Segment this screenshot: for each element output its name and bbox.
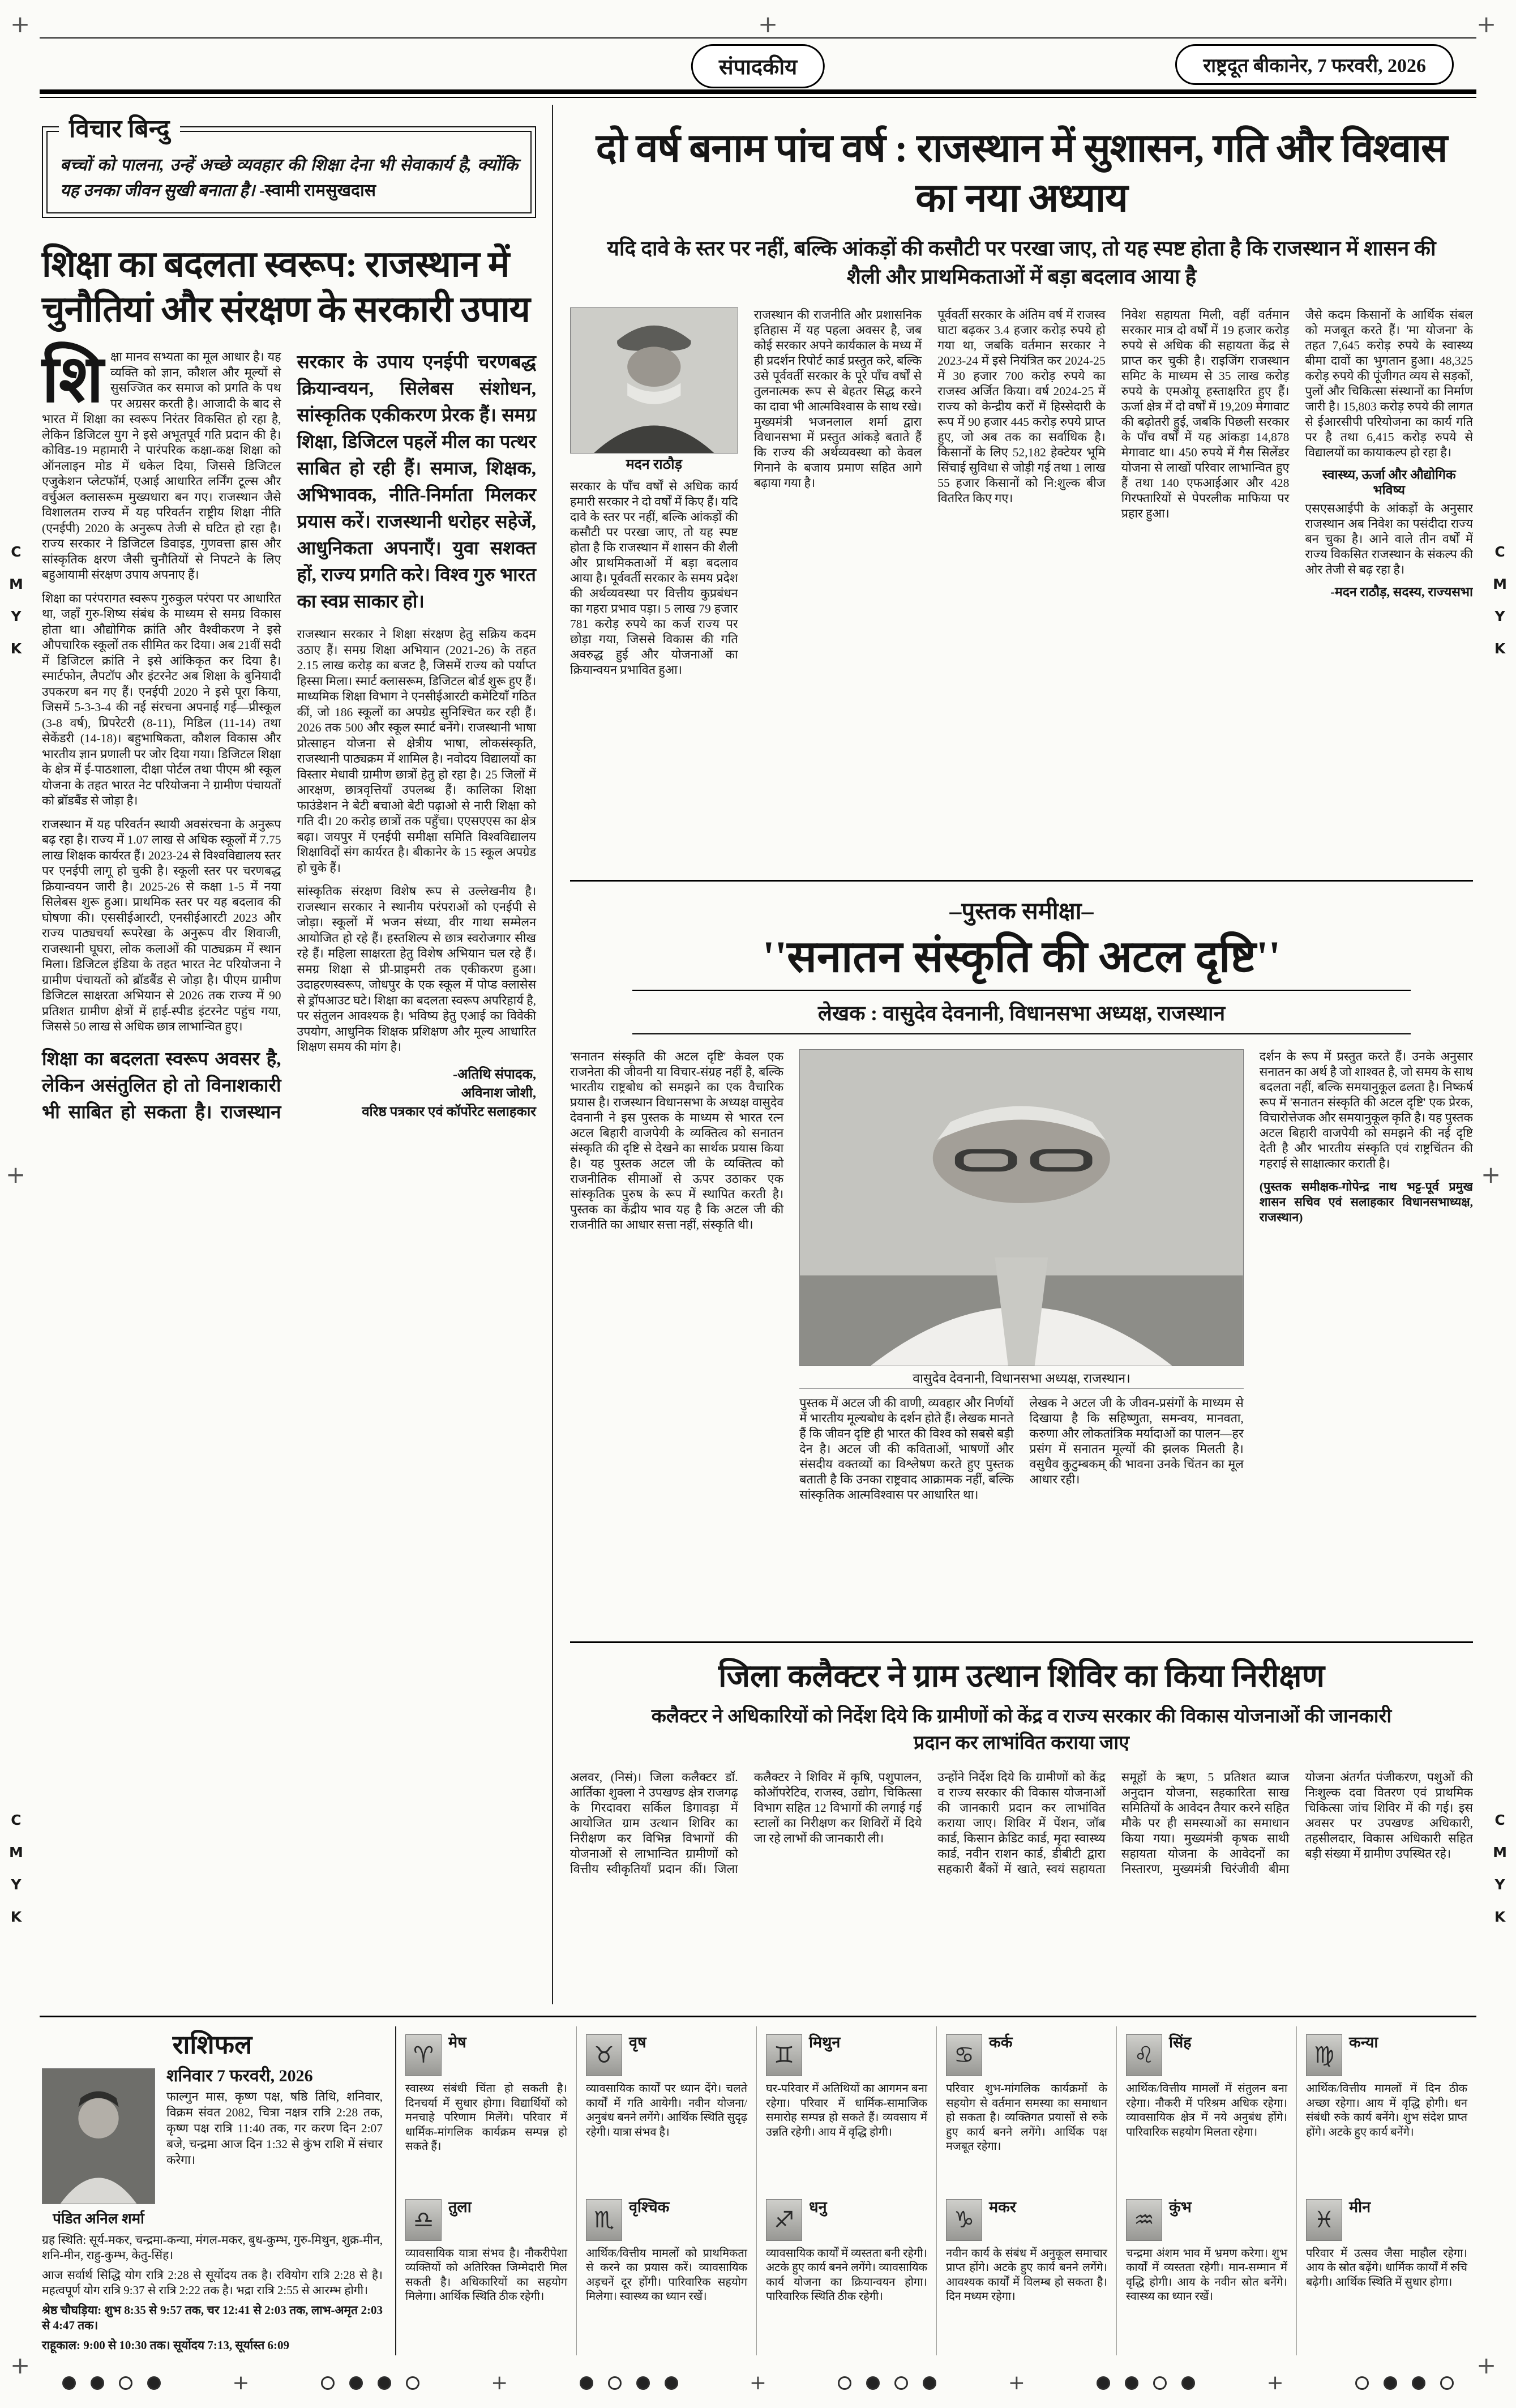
yoga-details: आज सर्वार्थ सिद्धि योग रात्रि 2:28 से सूर्योदय तक है। रवियोग रात्रि 2:28 से है। महत्वपूर्ण योग रात्रि 9:37 से रात्रि 2:22 तक है। भद्रा रात्रि 2:55 से आरम्भ होगी। [42,2268,383,2297]
zodiac-head [405,2198,567,2244]
section-title: संपादकीय [691,44,825,88]
zodiac-cell-capricorn [936,2191,1116,2356]
main-article [570,108,1473,865]
astrologer-photo [42,2068,155,2204]
registration-plus [232,2371,249,2394]
main-article-body [570,307,1473,865]
review-column-left [570,1049,783,1627]
registration-group [838,2376,936,2390]
zodiac-head [586,2033,747,2080]
main-article-subhead: स्वास्थ्य, ऊर्जा और औद्योगिक भविष्य [1322,468,1456,497]
article-text: पूर्ववर्ती सरकार के अंतिम वर्ष में राजस्व घाटा बढ़कर 3.4 हजार करोड़ रुपये हो गया था, जबकि वर्तमान सरकार ने 2023-24 में इसे नियंत्रित कर 2024-25 में 30 हजार 700 करोड़ रुपये का राजस्व अर्जित किया। वर्ष 2024-25 में राज्य को केन्द्रीय करों में हिस्सेदारी के रूप में 90 हजार 445 करोड़ रुपये प्राप्त हुए, जो अब तक का सर्वाधिक है। किसानों के लिए 52,182 हेक्टेयर भूमि सिंचाई सुविधा से जोड़ी गई तथा 1 लाख 55 हजार किसानों को नि:शुल्क बीज वितरित किए गए। [937,308,1106,505]
cancer-icon: ♋ [946,2034,982,2076]
signoff-line: अविनाश जोशी, [461,1085,536,1101]
cmyk-letter-k: K [1494,1909,1506,1925]
zodiac-head [946,2033,1107,2080]
header-rule [40,89,1476,98]
zodiac-text: चन्द्रमा अंशम भाव में भ्रमण करेगा। शुभ कार्यों में व्यस्तता रहेगी। मान-सम्मान में वृद्धि होगी। आय के नवीन स्रोत बनेंगे। स्वास्थ्य का ध्यान रखें। [1126,2247,1287,2303]
zodiac-text: परिवार में उत्सव जैसा माहौल रहेगा। आय के स्रोत बढ़ेंगे। धार्मिक कार्यों में रुचि बढ़ेगी। आर्थिक स्थिति में सुधार होगा। [1306,2247,1467,2289]
zodiac-text: व्यावसायिक कार्यों पर ध्यान देंगे। चलते कार्यों में गति आयेगी। नवीन योजना/अनुबंध बनने लगेंगे। आर्थिक स्थिति सुदृढ़ रहेगी। यात्रा संभव है। [586,2082,747,2138]
left-article-headline: शिक्षा का बदलता स्वरूप: राजस्थान में चुनौतियां और संरक्षण के सरकारी उपाय [42,244,530,330]
article-text: राजस्थान की राजनीति और प्रशासनिक इतिहास में यह पहला अवसर है, जब कोई सरकार अपने कार्यकाल के मध्य में ही प्रदर्शन रिपोर्ट कार्ड प्रस्तुत करे, बल्कि उसे पूर्ववर्ती सरकार के पूरे पाँच वर्षों से तुलनात्मक रूप से बेहतर सिद्ध करने का दावा भी आत्मविश्वास के साथ रखे। मुख्यमंत्री भजनलाल शर्मा द्वारा विधानसभा में प्रस्तुत आंकड़े बताते हैं कि राज्य की अर्थव्यवस्था को केवल गिनाने के बजाय प्रमाण सहित आगे बढ़ाया गया है। [753,308,922,490]
collector-body [570,1770,1473,2004]
registration-plus [1008,2371,1025,2394]
rahukal-line: राहूकाल: 9:00 से 10:30 तक। सूर्योदय 7:13, सूर्यास्त 6:09 [42,2338,290,2352]
paragraph-text: क्षा मानव सभ्यता का मूल आधार है। यह व्यक्ति को ज्ञान, कौशल और मूल्यों से सुसज्जित कर समाज को प्रगति के पथ पर अग्रसर करती है। आजादी के बाद से भारत में शिक्षा का स्वरूप निरंतर विकसित हो रहा है, लेकिन डिजिटल युग ने इसे अभूतपूर्व गति प्रदान की है। कोविड-19 महामारी ने पारंपरिक कक्षा-कक्ष शिक्षा को ऑनलाइन मोड में धकेल दिया, जिससे डिजिटल एजुकेशन प्लेटफॉर्म, एआई आधारित लर्निंग टूल्स और वर्चुअल क्लासरूम मुख्यधारा बन गए। राजस्थान जैसे विशालतम राज्य में यह परिवर्तन राष्ट्रीय शिक्षा नीति (एनईपी) 2020 के अनुरूप तेजी से घटित हो रहा है। राज्य सरकार ने डिजिटल डिवाइड, गुणवत्ता ह्रास और सांस्कृतिक क्षरण जैसी चुनौतियों से निपटने के लिए बहुआयामी संरक्षण उपाय अपनाए हैं। [42,350,281,581]
review-center [799,1049,1244,1627]
cmyk-letter-y: Y [1494,1876,1505,1893]
article-text: एसएसआईपी के आंकड़ों के अनुसार राजस्थान अब निवेश का पसंदीदा राज्य बन चुका है। आने वाले तीन वर्षों में राज्य विकसित राजस्थान के संकल्प की ओर तेजी से बढ़ रहा है। [1305,502,1473,576]
masthead-dateline: राष्ट्रदूत बीकानेर, 7 फरवरी, 2026 [1175,44,1454,85]
zodiac-text: आर्थिक/वित्तीय मामलों में दिन ठीक अच्छा रहेगा। आय में वृद्धि होगी। धन संबंधी रुके कार्य बनेंगे। शुभ संदेश प्राप्त होंगे। अटके हुए कार्य बनेंगे। [1306,2082,1467,2138]
content-area [40,105,1476,2004]
crop-mark-bottom-right [1476,2351,1499,2374]
article-text: निवेश सहायता मिली, वहीं वर्तमान सरकार मात्र दो वर्षों में 19 हजार करोड़ रुपये से अधिक की सहायता केंद्र से प्राप्त कर चुकी है। राइजिंग राजस्थान समिट के माध्यम से 35 लाख करोड़ रुपये के एमओयू हस्ताक्षरित हुए हैं। ऊर्जा क्षेत्र में दो वर्षों में 19,209 मेगावाट की बढ़ोतरी हुई, जबकि पिछली सरकार के पाँच वर्षों में यह आंकड़ा 14,878 मेगावाट था। 450 रुपये में गैस सिलेंडर योजना से लाखों परिवार लाभान्वित हुए हैं तथा 140 एफआईआर और 428 गिरफ्तारियों से पेपरलीक माफिया पर प्रहार हुआ। [1121,308,1290,520]
zodiac-name: सिंह [1169,2034,1192,2051]
left-article-paragraph: राजस्थान सरकार ने शिक्षा संरक्षण हेतु सक्रिय कदम उठाए हैं। समग्र शिक्षा अभियान (2021-26) के तहत 2.15 लाख करोड़ का बजट है, जिसमें राज्य को पर्याप्त हिस्सा मिला। स्मार्ट क्लासरूम, डिजिटल बोर्ड शुरू हुए हैं। माध्यमिक शिक्षा विभाग ने एनसीईआरटी कमेटियाँ गठित कीं, जो 186 स्कूलों का अपग्रेड सुनिश्चित कर रही हैं। 2026 तक 500 और स्कूल स्मार्ट बनेंगे। राजस्थानी भाषा प्रोत्साहन योजना से क्षेत्रीय भाषा, लोकसंस्कृति, राजस्थानी पाठ्यक्रम में शामिल है। नवोदय विद्यालयों का विस्तार मेधावी ग्रामीण छात्रों हेतु हो रहा है। 25 जिलों में आरक्षण, छात्रवृत्तियाँ उपलब्ध हैं। कालिका शिक्षा फाउंडेशन ने बेटी बचाओ बेटी पढ़ाओ से नारी शिक्षा को गति दी। 20 करोड़ छात्रों तक पहुँचा। एएसएएस का क्षेत्र बढ़ा। जयपुर में एनईपी समीक्षा समिति विश्वविद्यालय शिक्षाविदों संग कार्यरत है। बीकानेर के 15 स्कूल अपग्रेड हो चुके हैं। [297,627,536,875]
cmyk-letter-c: C [1494,1812,1505,1828]
zodiac-name: कन्या [1349,2034,1378,2051]
review-photo-caption: वासुदेव देवनानी, विधानसभा अध्यक्ष, राजस्थान। [799,1366,1244,1389]
main-article-column-1 [570,307,738,865]
collector-deck: कलैक्टर ने अधिकारियों को निर्देश दिये कि ग्रामीणों को केंद्र व राज्य सरकार की विकास योजनाओं की जानकारी प्रदान कर लाभांवित कराया जाए [651,1706,1392,1753]
crop-mark-bottom-left [10,2351,33,2374]
zodiac-text: नवीन कार्य के संबंध में अनुकूल समाचार प्राप्त होंगे। अटके हुए कार्य बनने लगेंगे। आवश्यक कार्यों में विलम्ब हो सकता है। दिन मध्यम रहेगा। [946,2247,1107,2303]
article-text: उन्होंने निर्देश दिये कि ग्रामीणों को केंद्र व राज्य सरकार की विकास योजनाओं की जानकारी प्रदान कर लाभांवित कराया जाए। शिविर में पेंशन, जॉब कार्ड, किसान क्रेडिट कार्ड, मृदा स्वास्थ्य कार्ड, नवीन राशन कार्ड, डीबीटी द्वारा सहकारी बैंकों में खाते, स्वयं सहायता समूहों के ऋण, 5 प्रतिशत ब्याज अनुदान योजना, सहकारिता साख समितियों के आवेदन तैयार करने सहित मौके पर ही समस्याओं का समाधान किया गया। मुख्यमंत्री कृषक साथी सहायता योजना के आवेदनों का निस्तारण, मुख्यमंत्री चिरंजीवी बीमा योजना अंतर्गत पंजीकरण, पशुओं की निःशुल्क दवा वितरण एवं प्राथमिक चिकित्सा जांच शिविर में की गई। इस अवसर पर उपखण्ड अधिकारी, तहसीलदार, विकास अधिकारी सहित बड़ी संख्या में ग्रामीण उपस्थित रहे। [937,1770,1473,1876]
zodiac-cell-aries [396,2026,576,2191]
registration-group [321,2376,419,2390]
cmyk-letter-m: M [9,576,23,592]
zodiac-text: आर्थिक/वित्तीय मामलों में संतुलन बना रहेगा। नौकरी में परिश्रम अधिक रहेगा। व्यावसायिक क्षेत्र में नये अनुबंध होंगे। पारिवारिक सहयोग मिलता रहेगा। [1126,2082,1287,2138]
zodiac-cell-sagittarius [756,2191,936,2356]
article-text: लेखक ने अटल जी के जीवन-प्रसंगों के माध्यम से दिखाया है कि सहिष्णुता, समन्वय, मानवता, करुणा और लोकतांत्रिक मर्यादाओं का पालन—हर प्रसंग में सनातन मूल्यों की झलक मिलती है। वसुधैव कुटुम्बकम् की भावना उनके चिंतन का मूल आधार रही। [1029,1396,1244,1486]
zodiac-cell-aquarius [1116,2191,1296,2356]
registration-group [580,2376,678,2390]
pisces-icon: ♓ [1306,2199,1342,2241]
cmyk-letter-k: K [10,640,22,657]
zodiac-name: कुंभ [1169,2198,1192,2215]
registration-group [1097,2376,1195,2390]
article-text: सरकार के पाँच वर्षों से अधिक कार्य हमारी सरकार ने दो वर्षों में किए हैं। यदि दावे के स्तर पर नहीं, बल्कि आंकड़ों की कसौटी पर परखा जाए, तो यह स्पष्ट होता है कि राजस्थान में शासन की शैली और प्राथमिकताओं में बड़ा बदलाव आया है। पूर्ववर्ती सरकार के समय प्रदेश की अर्थव्यवस्था पर वित्तीय कुप्रबंधन का गहरा प्रभाव पड़ा। 5 लाख 79 हजार 781 करोड़ रुपये का कर्ज राज्य पर छोड़ा गया, जिससे विकास की गति अवरुद्ध हुई और योजनाओं का क्रियान्वयन प्रभावित हुआ। [570,480,738,677]
zodiac-cell-virgo [1296,2026,1476,2191]
main-article-column-3 [937,307,1106,865]
chaughadiya-line: श्रेष्ठ चौघड़िया: शुभ 8:35 से 9:57 तक, चर 12:41 से 2:03 तक, लाभ-अमृत 2:03 से 4:47 तक। [42,2303,383,2332]
astrologer-name: पंडित अनिल शर्मा [53,2210,144,2227]
zodiac-head [405,2033,567,2080]
review-inner-columns [799,1396,1244,1627]
article-text: पुस्तक में अटल जी की वाणी, व्यवहार और निर्णयों में भारतीय मूल्यबोध के दर्शन होते हैं। लेखक मानते हैं कि जीवन दृष्टि ही भारत की विश्व को सबसे बड़ी देन है। अटल जी की कविताओं, भाषणों और संसदीय वक्तव्यों का विश्लेषण करते हुए पुस्तक बताती है कि उनका राष्ट्रवाद आक्रामक नहीं, बल्कि सांस्कृतिक आत्मविश्वास पर आधारित था। [799,1396,1014,1502]
left-article-pullquote: शिक्षा का बदलता स्वरूप अवसर है, लेकिन असंतुलित हो तो विनाशकारी भी साबित हो सकता है। राजस्थान सरकार के उपाय एनईपी चरणबद्ध क्रियान्वयन, सिलेबस संशोधन, सांस्कृतिक एकीकरण प्रेरक हैं। समग्र शिक्षा, डिजिटल पहलें मील का पत्थर साबित हो रही हैं। समाज, शिक्षक, अभिभावक, नीति-निर्माता मिलकर प्रयास करें। राजस्थानी धरोहर सहेजें, आधुनिकता अपनाएँ। युवा सशक्त हों, राज्य प्रगति करे। विश्व गुरु भारत का स्वप्न साकार हो। [42,352,536,1123]
zodiac-cell-pisces [1296,2191,1476,2356]
left-article-paragraph: शिक्षा का परंपरागत स्वरूप गुरुकुल परंपरा पर आधारित था, जहाँ गुरु-शिष्य संबंध के माध्यम से समग्र विकास होता था। औद्योगिक क्रांति और वैश्वीकरण ने इसे औपचारिक स्कूलों तक सीमित कर दिया। अब 21वीं सदी में डिजिटल क्रांति ने इसे आंकिकृत कर दिया है। स्मार्टफोन, लैपटॉप और इंटरनेट अब शिक्षा के बुनियादी उपकरण बन गए हैं। एनईपी 2020 ने इसे पूरा किया, जिसमें 5-3-3-4 की नई संरचना अपनाई गई—प्रीस्कूल (3-8 वर्ष), प्रिपरेटरी (8-11), मिडिल (11-14) तथा सेकेंडरी (14-18)। बहुभाषिकता, कौशल विकास और भारतीय ज्ञान प्रणाली पर जोर दिया गया। डिजिटल शिक्षा के क्षेत्र में ई-पाठशाला, दीक्षा पोर्टल तथा पीएम श्री स्कूल योजना के तहत भारत नेट परियोजना ने ग्रामीण पंचायतों को ब्रॉडबैंड से जोड़ा है। [42,591,281,807]
zodiac-cell-taurus [576,2026,756,2191]
zodiac-text: परिवार शुभ-मांगलिक कार्यक्रमों के सहयोग से वर्तमान समस्या का समाधान हो सकता है। व्यक्तिगत प्रयासों से रुके हुए कार्य बनने लगेंगे। आर्थिक पक्ष मजबूत रहेगा। [946,2082,1107,2153]
registration-plus [491,2371,508,2394]
article-text: 'सनातन संस्कृति की अटल दृष्टि' केवल एक राजनेता की जीवनी या विचार-संग्रह नहीं है, बल्कि भारतीय राष्ट्रबोध को समझने का एक वैचारिक प्रयास है। राजस्थान विधानसभा के अध्यक्ष वासुदेव देवनानी ने इस पुस्तक के माध्यम से भारत रत्न अटल बिहारी वाजपेयी के व्यक्तित्व को सनातन संस्कृति की दृष्टि से देखने का सार्थक प्रयास किया है। यह पुस्तक अटल जी के व्यक्तित्व को राजनीतिक सीमाओं से ऊपर उठाकर एक सांस्कृतिक पुरुष के रूप में स्थापित करती है। पुस्तक का केंद्रीय भाव यह है कि अटल जी की राजनीति का आधार सत्ता नहीं, संस्कृति थी। [570,1050,784,1231]
photo-caption: मदन राठौड़ [626,457,683,472]
zodiac-name: मकर [989,2198,1016,2215]
cmyk-letter-y: Y [11,1876,22,1893]
zodiac-head [1126,2033,1287,2080]
review-signoff: (पुस्तक समीक्षक-गोपेन्द्र नाथ भट्ट-पूर्व प्रमुख शासन सचिव एवं सलाहकार विधानसभाध्यक्ष, राजस्थान) [1259,1180,1473,1224]
zodiac-name: मेष [448,2034,466,2051]
sagittarius-icon: ♐ [766,2199,802,2241]
signoff-line: -अतिथि संपादक, [452,1067,536,1082]
cmyk-registration-right-bottom [1493,1812,1507,1925]
zodiac-text: स्वास्थ्य संबंधी चिंता हो सकती है। दिनचर्या में सुधार होगा। विद्यार्थियों को मनचाहे परिणाम मिलेंगे। परिवार में धार्मिक-मांगलिक कार्यक्रम सम्पन्न हो सकते हैं। [405,2082,567,2153]
libra-icon: ♎ [405,2199,442,2241]
left-column [40,105,552,2004]
registration-plus [1267,2371,1284,2394]
registration-group [62,2376,161,2390]
collector-article [570,1656,1473,2004]
gemini-icon: ♊ [766,2034,802,2076]
cmyk-letter-m: M [1493,1844,1507,1860]
main-article-column-4 [1121,307,1290,865]
zodiac-cell-gemini [756,2026,936,2191]
zodiac-head [946,2198,1107,2244]
cmyk-letter-m: M [9,1844,23,1860]
review-byline: लेखक : वासुदेव देवनानी, विधानसभा अध्यक्ष, राजस्थान [632,990,1411,1034]
horoscope-date: शनिवार 7 फरवरी, 2026 [166,2067,313,2085]
cmyk-letter-k: K [1494,640,1506,657]
left-article-body [42,344,536,1126]
devnani-photo [799,1049,1244,1366]
review-headline: ''सनातन संस्कृति की अटल दृष्टि'' [762,932,1281,981]
zodiac-cell-leo [1116,2026,1296,2191]
panchang-info [166,2068,383,2204]
virgo-icon: ♍ [1306,2034,1342,2076]
book-review-article [570,894,1473,1627]
zodiac-head [1306,2198,1467,2244]
cmyk-letter-y: Y [11,608,22,625]
thought-box-title: विचार बिन्दु [59,110,180,144]
thought-of-day-box [42,115,536,218]
taurus-icon: ♉ [586,2034,622,2076]
thought-quote [60,152,518,203]
horoscope-section [40,2016,1476,2355]
zodiac-head [1306,2033,1467,2080]
cmyk-letter-c: C [11,1812,22,1828]
crop-mark-left-middle [6,1161,28,1183]
quote-author: -स्वामी रामसुखदास [259,181,376,200]
cmyk-registration-right-top [1493,544,1507,657]
main-article-column-2 [754,307,922,865]
zodiac-name: धनु [809,2198,827,2215]
panchang-text: फाल्गुन मास, कृष्ण पक्ष, षष्ठि तिथि, शनिवार, विक्रम संवत 2082, चित्रा नक्षत्र रात्रि 2:28 तक, कृष्ण पक्ष रात्रि 11:40 तक, गर करण दिन 2:07 बजे, चन्द्रमा आज दिन 1:32 से कुंभ राशि में संचार करेगा। [166,2090,383,2167]
article-text: जैसे कदम किसानों के आर्थिक संबल को मजबूत करते हैं। 'मा योजना' के तहत 7,645 करोड़ रुपये के स्वास्थ्य बीमा दावों का भुगतान हुआ। 48,325 करोड़ रुपये की पूंजीगत व्यय से सड़कों, पुलों और चिकित्सा संस्थानों का निर्माण जारी है। 15,803 करोड़ रुपये की लागत से ईआरसीपी परियोजना का कार्य गति पर है तथा 6,415 करोड़ रुपये से विद्यालयों का कायाकल्प हो रहा है। [1305,308,1473,459]
madan-rathore-photo [570,307,738,454]
portrait-photo-illustration [800,1050,1243,1366]
zodiac-cell-libra [396,2191,576,2356]
cmyk-letter-k: K [10,1909,22,1925]
zodiac-name: वृष [629,2034,646,2051]
zodiac-cell-scorpio [576,2191,756,2356]
zodiac-name: तुला [448,2198,472,2215]
zodiac-head [766,2198,927,2244]
review-column-right [1260,1049,1473,1627]
section-divider [570,880,1473,882]
zodiac-name: मिथुन [809,2034,841,2051]
right-column [552,105,1476,2004]
cmyk-registration-left-top [9,544,23,657]
left-article-signoff [297,1066,537,1122]
main-article-headline: दो वर्ष बनाम पांच वर्ष : राजस्थान में सुशासन, गति और विश्वास का नया अध्याय [596,127,1448,220]
capricorn-icon: ♑ [946,2199,982,2241]
crop-mark-top-center [758,10,781,33]
main-article-signoff: -मदन राठौड़, सदस्य, राज्यसभा [1330,585,1473,599]
left-article-paragraph: सांस्कृतिक संरक्षण विशेष रूप से उल्लेखनीय है। राजस्थान सरकार ने स्थानीय परंपराओं को एनईपी से जोड़ा। स्कूलों में भजन संध्या, वीर गाथा सम्मेलन आयोजित हो रहे हैं। हस्तशिल्प से छात्र स्वरोजगार सीख रहे हैं। महिला साक्षरता हेतु विशेष अभियान चल रहे हैं। समग्र शिक्षा से प्री-प्राइमरी तक एकीकरण हुआ। उदाहरणस्वरूप, जोधपुर के एक स्कूल में पोप्ड क्लासेस से ड्रॉपआउट घटे। शिक्षा का बदलता स्वरूप अपरिहार्य है, पर संतुलन आवश्यक है। भविष्य हेतु एआई का विवेकी उपयोग, आधुनिक शिक्षक प्रशिक्षण और मूल्य आधारित शिक्षण समय की मांग है। [297,884,536,1054]
zodiac-text: आर्थिक/वित्तीय मामलों को प्राथमिकता से करने का प्रयास करें। व्यावसायिक अड़चनें दूर होंगी। पारिवारिक सहयोग मिलेगा। स्वास्थ्य का ध्यान रखें। [586,2247,747,2303]
cmyk-letter-c: C [1494,544,1505,560]
registration-group [1355,2376,1454,2390]
portrait-photo-illustration [571,308,738,453]
leo-icon: ♌ [1126,2034,1162,2076]
review-kicker: –पुस्तक समीक्षा– [949,899,1094,925]
zodiac-text: घर-परिवार में अतिथियों का आगमन बना रहेगा। परिवार में धार्मिक-सामाजिक समारोह सम्पन्न हो सकते हैं। व्यवसाय में उन्नति रहेगी। आय में वृद्धि होगी। [766,2082,927,2138]
author-portrait [570,307,738,473]
article-text: अलवर, (निसं)। जिला कलैक्टर डॉ. आर्तिका शुक्ला ने उपखण्ड क्षेत्र राजगढ़ के गिरदावरा सर्किल डिगावड़ा में आयोजित ग्राम उत्थान शिविर का निरीक्षण कर विभिन्न विभागों की योजनाओं से लाभान्वित ग्रामीणों को वित्तीय स्वीकृतियाँ प्रदान कीं। जिला कलैक्टर ने शिविर में कृषि, पशुपालन, कोऑपरेटिव, राजस्व, उद्योग, चिकित्सा विभाग सहित 12 विभागों की लगाई गई स्टालों का निरीक्षण कर शिविरों में दिये जा रहे लाभों की जानकारी ली। [570,1770,922,1876]
page-header [40,37,1476,86]
zodiac-text: व्यावसायिक कार्यों में व्यस्तता बनी रहेगी। अटके हुए कार्य बनने लगेंगे। व्यावसायिक कार्य योजना का क्रियान्वयन होगा। पारिवारिक स्थिति ठीक रहेगी। [766,2247,927,2303]
planet-positions: ग्रह स्थिति: सूर्य-मकर, चन्द्रमा-कन्या, मंगल-मकर, बुध-कुम्भ, गुरु-मिथुन, शुक्र-मीन, शनि-मीन, राहु-कुम्भ, केतु-सिंह। [42,2233,383,2262]
cmyk-letter-c: C [11,544,22,560]
collector-headline: जिला कलैक्टर ने ग्राम उत्थान शिविर का किया निरीक्षण [718,1659,1325,1694]
drop-cap: शि [42,344,104,416]
crop-mark-right-middle [1481,1161,1504,1183]
horoscope-title: राशिफल [172,2030,252,2059]
registration-marks [62,2371,1454,2394]
aries-icon: ♈ [405,2034,442,2076]
main-article-deck: यदि दावे के स्तर पर नहीं, बल्कि आंकड़ों की कसौटी पर परखा जाए, तो यह स्पष्ट होता है कि राजस्थान में शासन की शैली और प्राथमिकताओं में बड़ा बदलाव आया है [607,237,1436,289]
scorpio-icon: ♏ [586,2199,622,2241]
zodiac-name: मीन [1349,2198,1371,2215]
cmyk-registration-left-bottom [9,1812,23,1925]
main-article-column-5 [1305,307,1473,865]
zodiac-text: व्यावसायिक यात्रा संभव है। नौकरीपेशा व्यक्तियों को अतिरिक्त जिम्मेदारी मिल सकती है। अधिकारियों का सहयोग मिलेगा। आर्थिक स्थिति ठीक रहेगी। [405,2247,567,2303]
zodiac-head [1126,2198,1287,2244]
registration-plus [750,2371,766,2394]
article-text: दर्शन के रूप में प्रस्तुत करते हैं। उनके अनुसार सनातन का अर्थ है जो शाश्वत है, जो समय के साथ बदलता नहीं, बल्कि समयानुकूल ढलता है। निष्कर्ष रूप में 'सनातन संस्कृति की अटल दृष्टि' एक प्रेरक, विचारोत्तेजक और समयानुकूल कृति है। यह पुस्तक अटल बिहारी वाजपेयी को समझने की नई दृष्टि देती है और भारतीय संस्कृति एवं राष्ट्रचिंतन की गहराई से साक्षात्कार कराती है। [1259,1050,1473,1170]
horoscope-panel [40,2026,396,2355]
quote-text: बच्चों को पालना, उन्हें अच्छे व्यवहार की शिक्षा देना भी सेवाकार्य है, क्योंकि यह उनका जीवन सुखी बनाता है। [60,156,518,200]
horoscope-top-row [42,2068,383,2204]
zodiac-grid [396,2026,1476,2355]
cmyk-letter-y: Y [1494,608,1505,625]
crop-mark-top-left [10,10,33,33]
section-divider [570,1641,1473,1643]
zodiac-cell-cancer [936,2026,1116,2191]
left-article-paragraph: राजस्थान में यह परिवर्तन स्थायी अवसंरचना के अनुरूप बढ़ रहा है। राज्य में 1.07 लाख से अधिक स्कूलों में 7.75 लाख शिक्षक कार्यरत हैं। 2023-24 से विश्वविद्यालय स्तर पर एनईपी लागू हो चुकी है। स्कूली स्तर पर चरणबद्ध क्रियान्वयन जारी है। 2025-26 से कक्षा 1-5 में नया सिलेबस शुरू हुआ। प्राथमिक स्तर पर यह बदलाव की घोषणा की। एससीईआरटी, एनसीईआरटी 2023 और राज्य पाठ्यचर्या रूपरेखा के अनुरूप वीर शिवाजी, राजस्थानी घूघरा, लोक कलाओं की पाठ्यक्रम में स्थान मिला। डिजिटल इंडिया के तहत भारत नेट परियोजना ने ग्रामीण पंचायतों को ब्रॉडबैंड से जोड़ा है। पीएम ग्रामीण डिजिटल साक्षरता अभियान से 2026 तक राज्य में 90 प्रतिशत ग्रामीण क्षेत्रों में हाई-स्पीड इंटरनेट पहुंच गया, जिससे 50 लाख से अधिक छात्र लाभान्वित हुए। [42,817,281,1033]
aquarius-icon: ♒ [1126,2199,1162,2241]
portrait-photo-illustration [42,2069,155,2204]
zodiac-name: कर्क [989,2034,1013,2051]
zodiac-name: वृश्चिक [629,2198,670,2215]
zodiac-head [766,2033,927,2080]
cmyk-letter-m: M [1493,576,1507,592]
zodiac-head [586,2198,747,2244]
crop-mark-top-right [1476,10,1499,33]
review-body [570,1049,1473,1627]
left-article-paragraph [42,344,281,583]
signoff-line: वरिष्ठ पत्रकार एवं कॉर्पोरेट सलाहकार [362,1104,536,1119]
